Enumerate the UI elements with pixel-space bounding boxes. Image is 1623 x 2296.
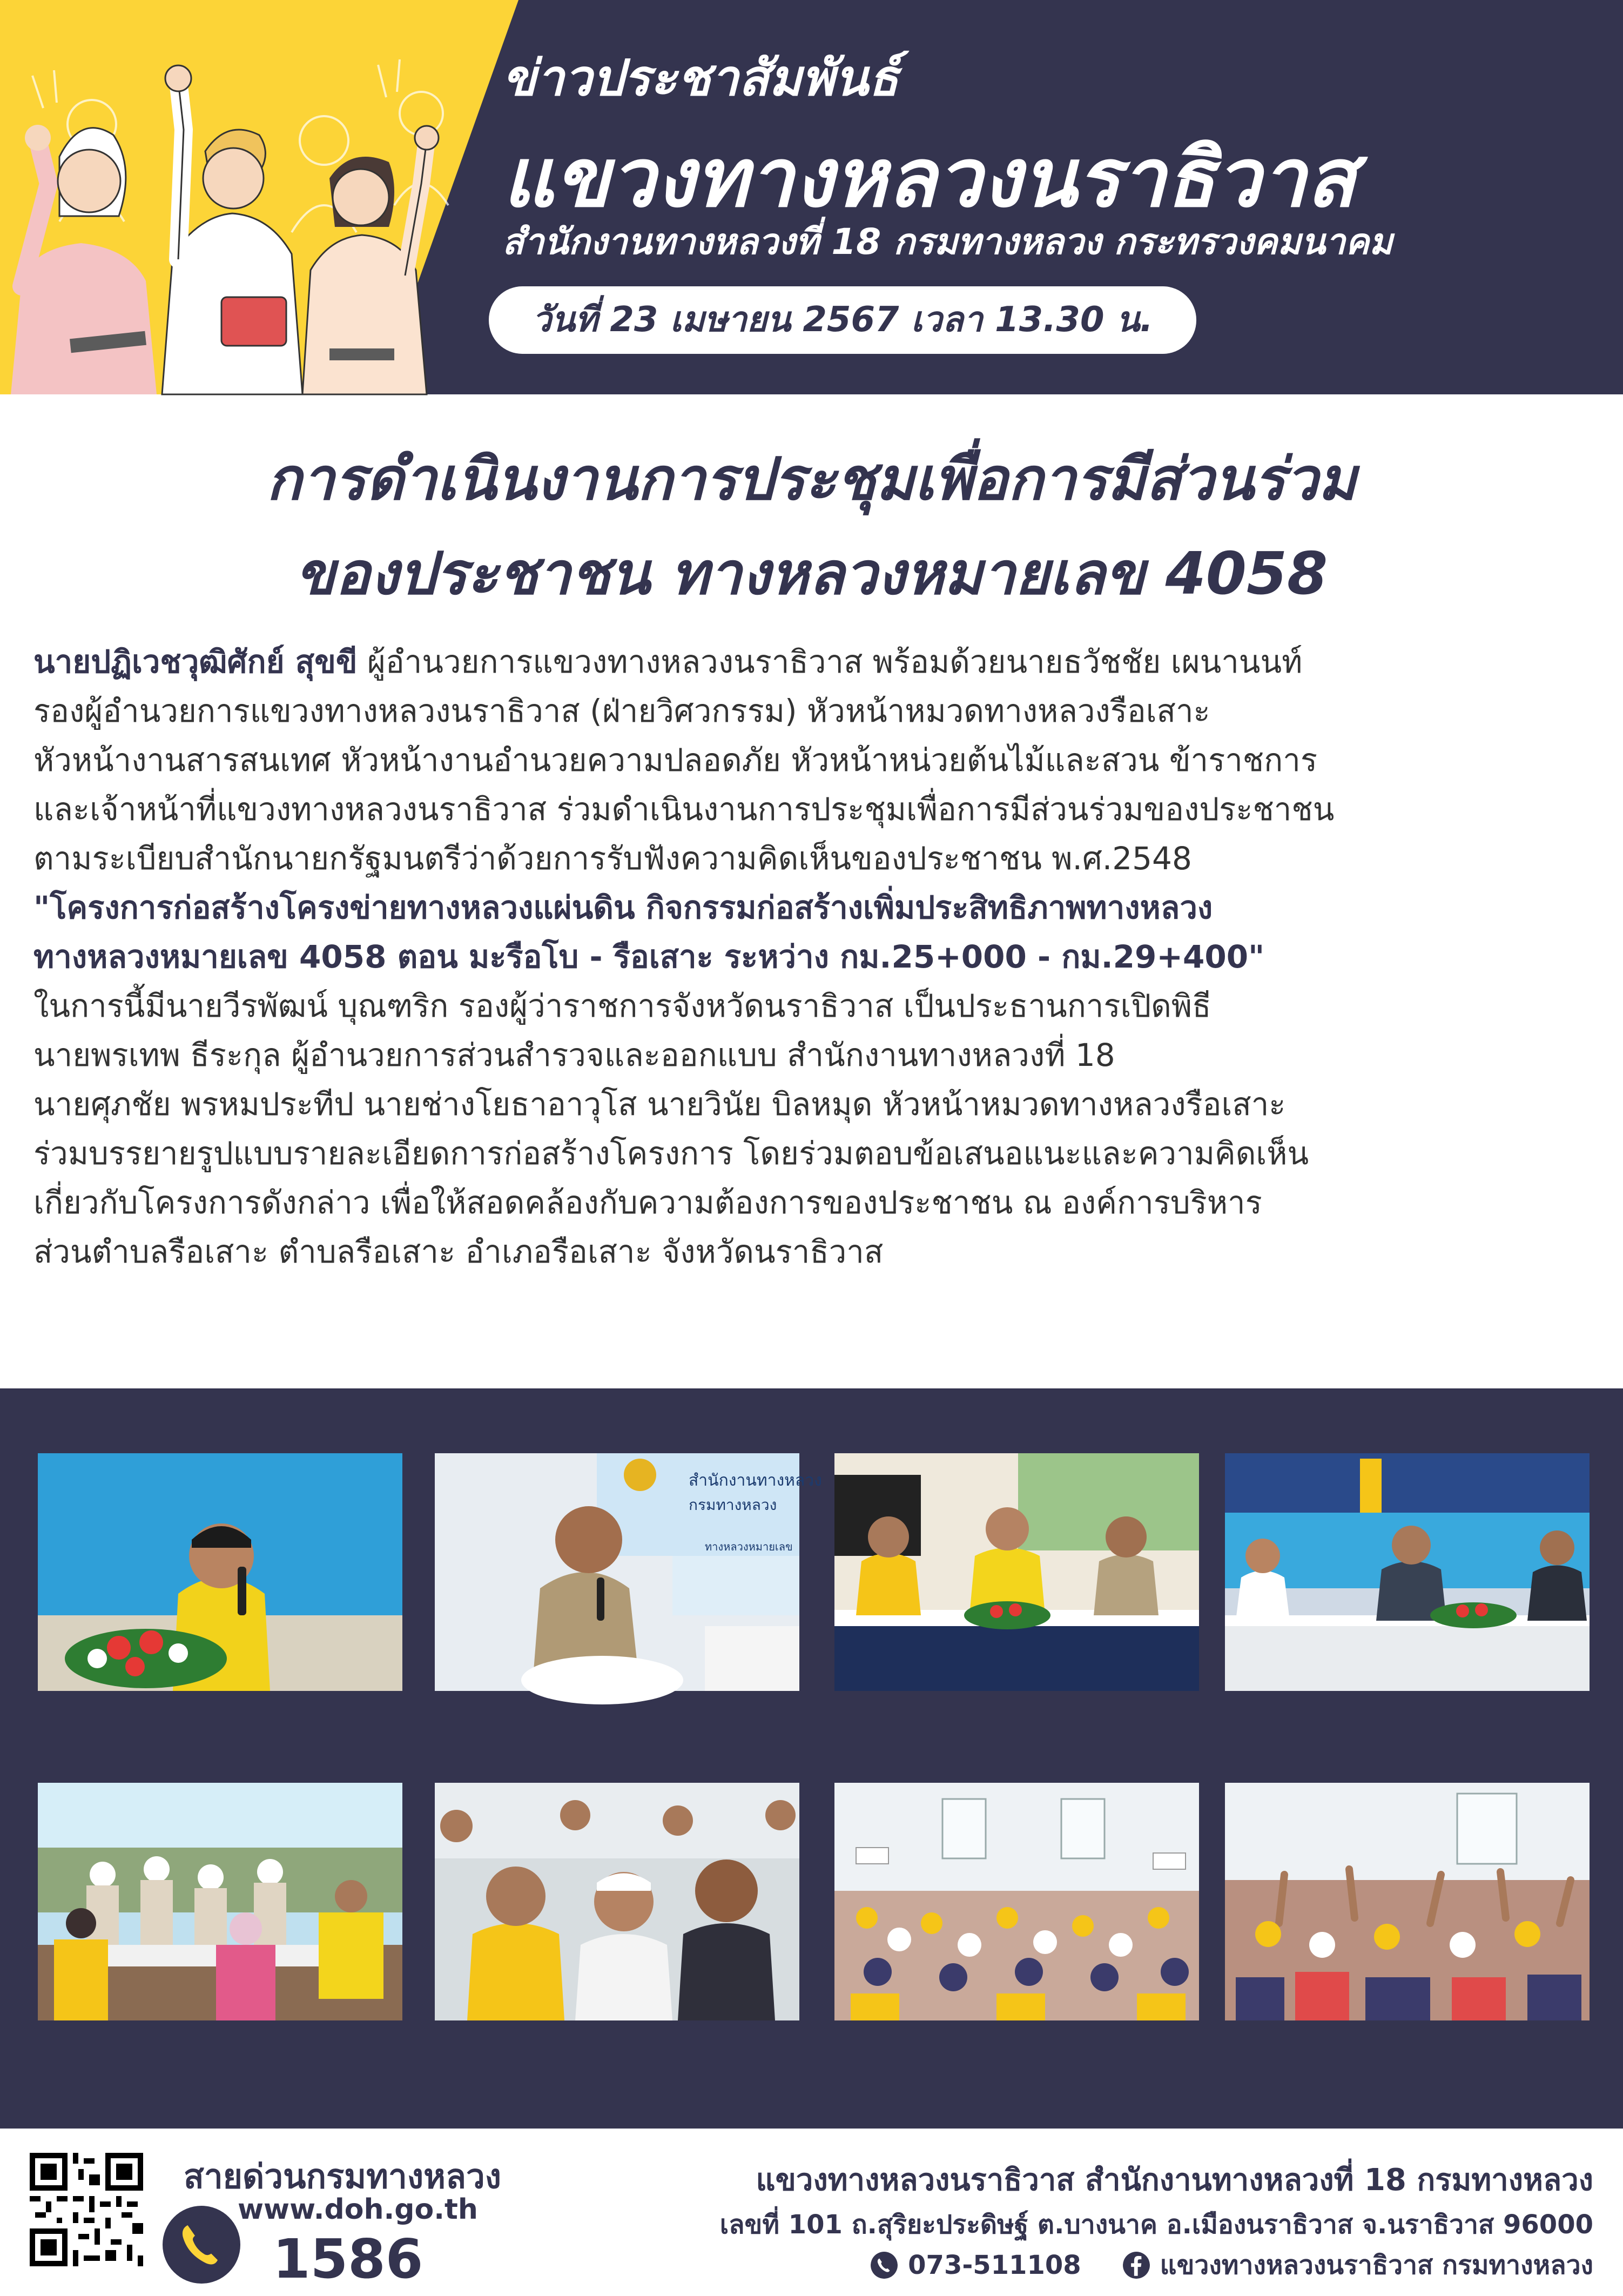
body-line: หัวหน้างานสารสนเทศ หัวหน้างานอำนวยความปลอดภัย หัวหน้าหน่วยต้นไม้และสวน ข้าราชการ: [33, 742, 1318, 778]
header-department: สำนักงานทางหลวงที่ 18 กรมทางหลวง กระทรวงคมนาคม: [502, 221, 1393, 263]
photo-head-table-three: [834, 1453, 1199, 1691]
facebook-icon: [1122, 2251, 1150, 2279]
photo-panel-table: [1225, 1453, 1590, 1691]
date-pill: [489, 286, 1196, 354]
header-date: วันที่ 23 เมษายน 2567 เวลา 13.30 น.: [532, 300, 1153, 340]
qr-code[interactable]: [30, 2153, 143, 2266]
photo-gallery: [0, 1388, 1623, 2129]
body-line: ตามระเบียบสำนักนายกรัฐมนตรีว่าด้วยการรับฟังความคิดเห็นของประชาชน พ.ศ.2548: [33, 840, 1192, 877]
footer-office-name: แขวงทางหลวงนราธิวาส สำนักงานทางหลวงที่ 18 กรมทางหลวง: [756, 2163, 1593, 2198]
body-line: นายพรเทพ ธีระกุล ผู้อำนวยการส่วนสำรวจและออกแบบ สำนักงานทางหลวงที่ 18: [33, 1037, 1115, 1073]
header-label: ข่าวประชาสัมพันธ์: [502, 49, 899, 107]
header-office-name: แขวงทางหลวงนราธิวาส: [502, 131, 1356, 225]
body-line: ในการนี้มีนายวีรพัฒน์ บุณฑริก รองผู้ว่าราชการจังหวัดนราธิวาส เป็นประธานการเปิดพิธี: [33, 988, 1211, 1024]
hotline-number[interactable]: 1586: [273, 2227, 423, 2291]
people-illustration: [0, 43, 540, 394]
project-name-line-1: "โครงการก่อสร้างโครงข่ายทางหลวงแผ่นดิน กิจกรรมก่อสร้างเพิ่มประสิทธิภาพทางหลวง: [33, 889, 1213, 926]
article-title-line-2: ของประชาชน ทางหลวงหมายเลข 4058: [295, 540, 1328, 608]
photo-banner-text-3: ทางหลวงหมายเลข: [705, 1540, 793, 1553]
footer: [0, 2129, 1623, 2296]
lead-name: นายปฏิเวชวุฒิศักย์ สุขขี: [33, 643, 358, 680]
photo-speaker-yellow-shirt: [38, 1453, 402, 1691]
header-banner: [0, 0, 1623, 394]
hotline-label: สายด่วนกรมทางหลวง: [184, 2157, 502, 2196]
photo-officer-uniform: [435, 1453, 822, 1691]
project-name-line-2: ทางหลวงหมายเลข 4058 ตอน มะรือโบ - รือเสาะ ระหว่าง กม.25+000 - กม.29+400": [33, 938, 1265, 975]
body-line: และเจ้าหน้าที่แขวงทางหลวงนราธิวาส ร่วมดำเนินงานการประชุมเพื่อการมีส่วนร่วมของประชาชน: [33, 791, 1335, 828]
body-line: รองผู้อำนวยการแขวงทางหลวงนราธิวาส (ฝ่ายวิศวกรรม) หัวหน้าหมวดทางหลวงรือเสาะ: [33, 693, 1210, 729]
body-line: ร่วมบรรยายรูปแบบรายละเอียดการก่อสร้างโครงการ โดยร่วมตอบข้อเสนอแนะและความคิดเห็น: [33, 1135, 1309, 1172]
photo-audience-closeup: [435, 1783, 799, 2020]
body-line: เกี่ยวกับโครงการดังกล่าว เพื่อให้สอดคล้องกับความต้องการของประชาชน ณ องค์การบริหาร: [33, 1184, 1262, 1221]
body-line: นายศุภชัย พรหมประทีป นายช่างโยธาอาวุโส นายวินัย บิลหมุด หัวหน้าหมวดทางหลวงรือเสาะ: [33, 1086, 1286, 1123]
footer-address: เลขที่ 101 ถ.สุริยะประดิษฐ์ ต.บางนาค อ.เมืองนราธิวาส จ.นราธิวาส 96000: [719, 2210, 1593, 2240]
body-line: นายปฏิเวชวุฒิศักย์ สุขขี ผู้อำนวยการแขวงทางหลวงนราธิวาส พร้อมด้วยนายธวัชชัย เผนานนท์: [33, 643, 1303, 680]
photo-banner-text-2: กรมทางหลวง: [689, 1496, 777, 1514]
website-link[interactable]: www.doh.go.th: [238, 2193, 478, 2226]
article-body: [33, 637, 1589, 1277]
photo-hands-raised: [1225, 1783, 1590, 2020]
body-line: ส่วนตำบลรือเสาะ ตำบลรือเสาะ อำเภอรือเสาะ จังหวัดนราธิวาส: [33, 1233, 884, 1270]
photo-registration-table: [38, 1783, 402, 2020]
footer-contact: [870, 2247, 1593, 2282]
phone-icon: [870, 2251, 898, 2279]
article-title-line-1: การดำเนินงานการประชุมเพื่อการมีส่วนร่วม: [266, 446, 1357, 513]
photo-banner-text-1: สำนักงานทางหลวง: [689, 1471, 822, 1490]
footer-phone[interactable]: 073-511108: [908, 2250, 1081, 2280]
phone-icon: [161, 2204, 242, 2285]
photo-hall-audience: [834, 1783, 1199, 2020]
footer-facebook-page[interactable]: แขวงทางหลวงนราธิวาส กรมทางหลวง: [1160, 2250, 1593, 2280]
